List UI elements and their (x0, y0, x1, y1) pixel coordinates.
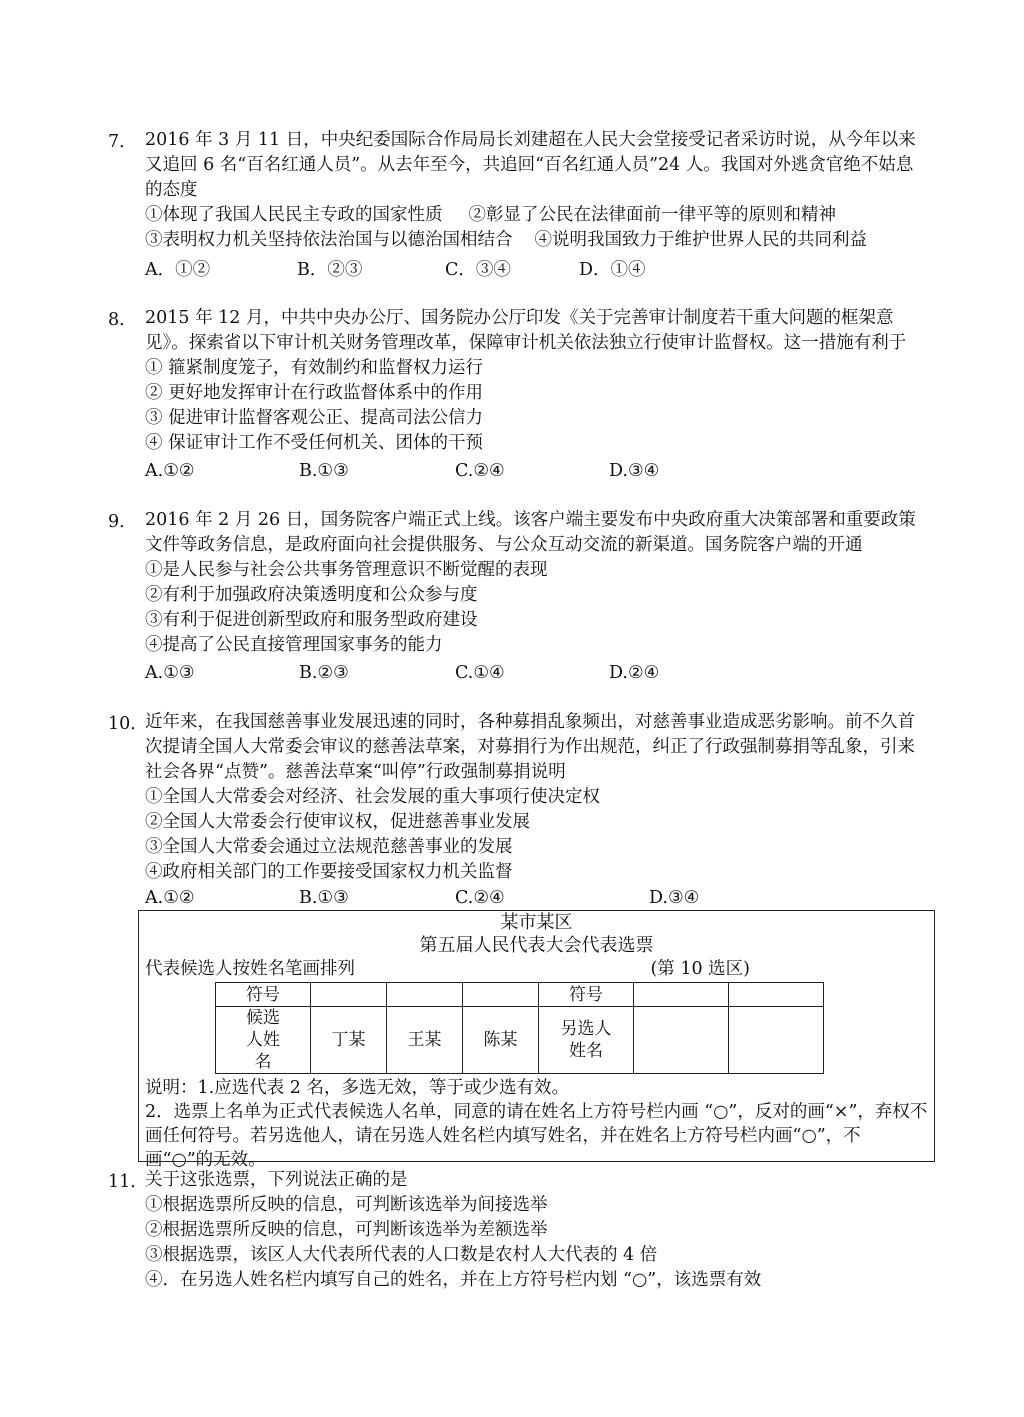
question-number: 7． (108, 132, 137, 152)
option-row (145, 228, 928, 253)
choice-c: C.①④ (455, 663, 505, 683)
question-number: 8． (108, 310, 137, 330)
option-2: ②根据选票所反映的信息，可判断该选举为差额选举 (145, 1220, 548, 1240)
option-1: ①全国人大常委会对经济、社会发展的重大事项行使决定权 (145, 787, 600, 807)
option-2: ②彰显了公民在法律面前一律平等的原则和精神 (468, 205, 836, 225)
choice-a: A.①② (145, 461, 195, 481)
option-4: ④说明我国致力于维护世界人民的共同利益 (534, 230, 867, 250)
symbol-cell[interactable] (311, 983, 387, 1007)
option-2: ②有利于加强政府决策透明度和公众参与度 (145, 585, 478, 605)
question-stem: 近年来，在我国慈善事业发展迅速的同时，各种募捐乱象频出，对慈善事业造成恶劣影响。前不久首次提请全国人大常委会审议的慈善法草案，对募捐行为作出规范，纠正了行政强制募捐等乱象，引来社会各界“点赞”。慈善法草案“叫停”行政强制募捐说明 (145, 712, 915, 782)
question-stem: 2015 年 12 月，中共中央办公厅、国务院办公厅印发《关于完善审计制度若干重大问题的框架意见》。探索省以下审计机关财务管理改革，保障审计机关依法独立行使审计监督权。这一措施有利于 (145, 308, 907, 353)
write-in-name-cell[interactable] (729, 1007, 824, 1074)
choice-d: D.②④ (609, 663, 660, 683)
answer-choices (145, 458, 928, 484)
candidate-label: 候选人姓名 (216, 1007, 311, 1074)
option-3: ③根据选票，该区人大代表所代表的人口数是农村人大代表的 4 倍 (145, 1245, 658, 1265)
candidate-name: 陈某 (463, 1007, 539, 1074)
choice-d: D.③④ (609, 461, 660, 481)
question-stem: 2016 年 3 月 11 日，中央纪委国际合作局局长刘建超在人民大会堂接受记者采访时说，从今年以来又追回 6 名“百名红通人员”。从去年至今，共追回“百名红通人员”24 人。我国对外逃贪官绝不姑息的态度 (145, 130, 916, 200)
answer-choices (145, 660, 928, 686)
choice-c: C．③④ (445, 260, 511, 280)
answer-choices (145, 257, 928, 283)
symbol-cell[interactable] (729, 983, 824, 1007)
choice-a: A．①② (145, 260, 211, 280)
option-2: ②全国人大常委会行使审议权，促进慈善事业发展 (145, 812, 530, 832)
question-stem: 2016 年 2 月 26 日，国务院客户端正式上线。该客户端主要发布中央政府重大决策部署和重要政策文件等政务信息，是政府面向社会提供服务、与公众互动交流的新渠道。国务院客户端的开通 (145, 510, 916, 555)
question-number: 9． (108, 512, 137, 532)
question-8 (108, 306, 928, 484)
symbol-cell[interactable] (463, 983, 539, 1007)
candidate-name: 丁某 (311, 1007, 387, 1074)
question-9 (108, 508, 928, 686)
option-3: ③表明权力机关坚持依法治国与以德治国相结合 (145, 230, 513, 250)
choice-b: B.②③ (299, 663, 349, 683)
option-3: ③ 促进审计监督客观公正、提高司法公信力 (145, 408, 484, 428)
option-row (145, 203, 928, 228)
other-candidate-label: 另选人姓名 (539, 1007, 634, 1074)
option-1: ①体现了我国人民民主专政的国家性质 (145, 205, 443, 225)
choice-b: B．②③ (297, 260, 363, 280)
ballot-title: 第五届人民代表大会代表选票 (419, 935, 654, 956)
option-4: ④政府相关部门的工作要接受国家权力机关监督 (145, 862, 513, 882)
choice-d: D.③④ (649, 888, 700, 908)
option-4: ④提高了公民直接管理国家事务的能力 (145, 635, 443, 655)
question-stem: 关于这张选票，下列说法正确的是 (145, 1170, 408, 1190)
choice-a: A.①③ (145, 663, 195, 683)
option-1: ① 箍紧制度笼子，有效制约和监督权力运行 (145, 358, 484, 378)
question-11 (108, 1168, 928, 1293)
choice-c: C.②④ (455, 888, 505, 908)
choice-b: B.①③ (299, 461, 349, 481)
ballot-district-number: (第 10 选区) (650, 959, 750, 979)
option-1: ①是人民参与社会公共事务管理意识不断觉醒的表现 (145, 560, 548, 580)
ballot-note-2: 2．选票上名单为正式代表候选人名单，同意的请在姓名上方符号栏内画 “○”，反对的画“×”，弃权不画任何符号。若另选他人，请在另选人姓名栏内填写姓名，并在姓名上方符号栏内画“○”，不画“○”的无效。 (145, 1102, 928, 1170)
option-4: ④．在另选人姓名栏内填写自己的姓名，并在上方符号栏内划 “○”，该选票有效 (145, 1270, 762, 1290)
symbol-cell[interactable] (634, 983, 729, 1007)
question-10 (108, 710, 928, 911)
ballot-order-note: 代表候选人按姓名笔画排列 (145, 959, 355, 979)
ballot-note-1: 说明：1.应选代表 2 名，多选无效，等于或少选有效。 (145, 1078, 569, 1098)
question-7 (108, 128, 928, 283)
ballot-symbol-row (216, 983, 824, 1007)
ballot-name-row (216, 1007, 824, 1074)
ballot-sample (138, 910, 935, 1170)
option-3: ③全国人大常委会通过立法规范慈善事业的发展 (145, 837, 513, 857)
option-1: ①根据选票所反映的信息，可判断该选举为间接选举 (145, 1195, 548, 1215)
option-3: ③有利于促进创新型政府和服务型政府建设 (145, 610, 478, 630)
choice-a: A.①② (145, 888, 195, 908)
symbol-label: 符号 (216, 983, 311, 1007)
ballot-subheader (139, 957, 934, 981)
choice-b: B.①③ (299, 888, 349, 908)
symbol-cell[interactable] (387, 983, 463, 1007)
write-in-name-cell[interactable] (634, 1007, 729, 1074)
question-number: 10． (108, 714, 148, 734)
question-number: 11． (108, 1172, 148, 1192)
answer-choices (145, 885, 928, 911)
option-2: ② 更好地发挥审计在行政监督体系中的作用 (145, 383, 484, 403)
choice-d: D．①④ (579, 260, 646, 280)
option-4: ④ 保证审计工作不受任何机关、团体的干预 (145, 433, 484, 453)
ballot-table (215, 982, 824, 1074)
symbol-label: 符号 (539, 983, 634, 1007)
ballot-title-district: 某市某区 (500, 912, 573, 933)
choice-c: C.②④ (455, 461, 505, 481)
candidate-name: 王某 (387, 1007, 463, 1074)
